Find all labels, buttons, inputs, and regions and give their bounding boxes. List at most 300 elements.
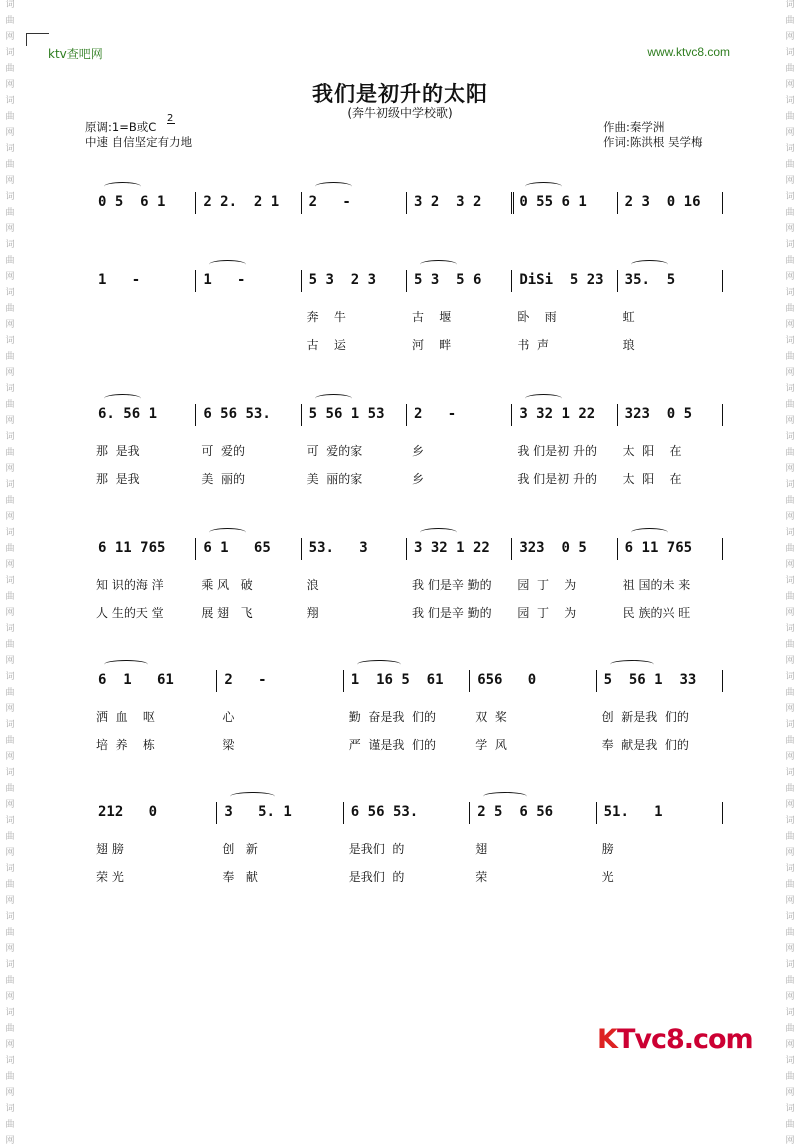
lyric-segment: 可 爱的家 <box>306 444 363 458</box>
watermark-char: 词 <box>785 912 795 922</box>
lyric-segment: 园 丁 为 <box>517 578 577 592</box>
watermark-char: 曲 <box>5 544 15 554</box>
watermark-char: 词 <box>785 240 795 250</box>
watermark-char: 曲 <box>5 640 15 650</box>
watermark-char: 词 <box>785 336 795 346</box>
measure-notes: 51. 1 <box>603 804 663 820</box>
watermark-char: 词 <box>5 864 15 874</box>
lyric-segment: 人 生的天 堂 <box>96 606 164 620</box>
watermark-char: 曲 <box>785 64 795 74</box>
lyricist: 作词:陈洪根 吴学梅 <box>603 135 703 149</box>
watermark-char: 网 <box>5 320 15 330</box>
watermark-char: 网 <box>785 320 795 330</box>
measure-notes: 6. 56 1 <box>98 406 158 422</box>
watermark-char: 词 <box>5 576 15 586</box>
watermark-char: 词 <box>785 528 795 538</box>
notation-staff <box>90 268 730 294</box>
watermark-char: 词 <box>785 1008 795 1018</box>
watermark-char: 网 <box>785 224 795 234</box>
watermark-char: 曲 <box>5 304 15 314</box>
lyric-segment: 浪 <box>306 578 319 592</box>
watermark-char: 曲 <box>785 304 795 314</box>
lyric-segment: 乡 <box>412 444 425 458</box>
watermark-char: 词 <box>5 1056 15 1066</box>
watermark-char: 网 <box>5 272 15 282</box>
watermark-char: 网 <box>785 848 795 858</box>
bar-line <box>511 192 514 214</box>
watermark-char: 词 <box>5 336 15 346</box>
watermark-char: 网 <box>785 512 795 522</box>
lyric-segment: 那 是我 <box>96 444 140 458</box>
watermark-char: 网 <box>5 800 15 810</box>
key-signature: 原调:1=B或C <box>85 120 157 134</box>
watermark-char: 网 <box>5 1040 15 1050</box>
notation-staff <box>90 402 730 428</box>
measure-notes: 6 1 61 <box>98 672 174 688</box>
watermark-char: 曲 <box>785 640 795 650</box>
watermark-char: 词 <box>5 912 15 922</box>
watermark-char: 曲 <box>785 544 795 554</box>
notation-staff <box>90 190 730 216</box>
lyric-segment: 我 们是辛 勤的 <box>412 578 492 592</box>
watermark-char: 网 <box>5 176 15 186</box>
lyric-segment: 洒 血 呕 <box>96 710 155 724</box>
bar-line <box>406 192 407 214</box>
watermark-char: 曲 <box>785 1024 795 1034</box>
watermark-char: 词 <box>785 816 795 826</box>
measure-notes: 6 56 53. <box>350 804 419 820</box>
watermark-char: 曲 <box>5 112 15 122</box>
watermark-char: 网 <box>5 32 15 42</box>
slur-mark <box>315 182 352 191</box>
watermark-char: 网 <box>5 848 15 858</box>
watermark-char: 词 <box>5 528 15 538</box>
watermark-char: 曲 <box>785 736 795 746</box>
slur-mark <box>104 182 141 191</box>
score-system <box>90 268 730 356</box>
watermark-char: 曲 <box>5 928 15 938</box>
tempo-marking: 中速 自信坚定有力地 <box>85 135 193 149</box>
bar-line <box>469 670 470 692</box>
watermark-char: 词 <box>5 480 15 490</box>
watermark-char: 网 <box>785 704 795 714</box>
lyric-segment: 膀 <box>601 842 614 856</box>
bar-line <box>216 802 217 824</box>
slur-mark <box>525 182 562 191</box>
watermark-char: 曲 <box>5 736 15 746</box>
side-watermark-left <box>3 0 17 1146</box>
watermark-char: 网 <box>5 512 15 522</box>
watermark-char: 网 <box>5 704 15 714</box>
bar-line <box>511 538 512 560</box>
watermark-char: 网 <box>5 560 15 570</box>
watermark-char: 词 <box>5 288 15 298</box>
site-url-right[interactable]: www.ktvc8.com <box>647 45 730 59</box>
watermark-char: 网 <box>785 80 795 90</box>
time-signature: 2 <box>167 113 174 124</box>
watermark-char: 曲 <box>5 976 15 986</box>
watermark-char: 网 <box>785 1088 795 1098</box>
slur-mark <box>420 528 457 537</box>
score-system <box>90 402 730 490</box>
watermark-char: 曲 <box>785 976 795 986</box>
lyric-segment: 荣 光 <box>96 870 124 884</box>
lyric-segment: 美 丽的 <box>201 472 245 486</box>
watermark-char: 网 <box>785 272 795 282</box>
lyric-segment: 知 识的海 洋 <box>96 578 164 592</box>
watermark-char: 网 <box>5 896 15 906</box>
watermark-char: 曲 <box>785 256 795 266</box>
watermark-char: 曲 <box>785 1120 795 1130</box>
bar-line <box>195 192 196 214</box>
watermark-char: 网 <box>785 896 795 906</box>
bar-line <box>596 670 597 692</box>
watermark-char: 词 <box>785 768 795 778</box>
watermark-char: 词 <box>785 48 795 58</box>
measure-notes: 5 56 1 53 <box>308 406 385 422</box>
lyric-segment: 祖 国的未 来 <box>622 578 691 592</box>
watermark-char: 曲 <box>785 448 795 458</box>
key-info <box>85 113 193 150</box>
measure-notes: 53. 3 <box>308 540 368 556</box>
lyric-line <box>90 708 730 728</box>
measure-notes: 2 - <box>308 194 351 210</box>
watermark-char: 曲 <box>5 448 15 458</box>
watermark-char: 曲 <box>5 256 15 266</box>
watermark-char: 网 <box>785 560 795 570</box>
measure-notes: 3 32 1 22 <box>414 540 490 556</box>
watermark-char: 词 <box>5 816 15 826</box>
watermark-char: 网 <box>785 992 795 1002</box>
lyric-segment: 那 是我 <box>96 472 140 486</box>
watermark-char: 网 <box>5 224 15 234</box>
measure-notes: 2 2. 2 1 <box>203 194 280 210</box>
measure-notes: 5 56 1 33 <box>603 672 697 688</box>
score-system <box>90 190 730 216</box>
notation-staff <box>90 536 730 562</box>
watermark-char: 网 <box>785 128 795 138</box>
notation-staff <box>90 800 730 826</box>
watermark-char: 词 <box>5 48 15 58</box>
bar-line <box>301 192 302 214</box>
measure-notes: 1 - <box>203 272 246 288</box>
lyric-line <box>90 840 730 860</box>
watermark-char: 曲 <box>5 160 15 170</box>
watermark-char: 词 <box>785 0 795 10</box>
watermark-char: 曲 <box>785 112 795 122</box>
measure-notes: DiSi 5 23 <box>519 272 604 288</box>
slur-mark <box>631 528 668 537</box>
bar-line <box>722 404 723 426</box>
watermark-char: 词 <box>5 240 15 250</box>
measure-notes: 2 3 0 16 <box>624 194 701 210</box>
watermark-char: 网 <box>785 1040 795 1050</box>
lyric-line <box>90 470 730 490</box>
lyric-line <box>90 442 730 462</box>
watermark-char: 网 <box>5 128 15 138</box>
watermark-char: 网 <box>5 608 15 618</box>
watermark-char: 词 <box>5 1008 15 1018</box>
watermark-char: 网 <box>5 1088 15 1098</box>
measure-notes: 3 2 3 2 <box>414 194 482 210</box>
slur-mark <box>483 792 527 801</box>
lyric-segment: 翅 <box>475 842 488 856</box>
lyric-segment: 创 新 <box>222 842 258 856</box>
slur-mark <box>420 260 457 269</box>
lyric-segment: 梁 <box>222 738 235 752</box>
watermark-char: 网 <box>785 176 795 186</box>
lyric-segment: 培 养 栋 <box>96 738 155 752</box>
measure-notes: 323 0 5 <box>624 406 693 422</box>
watermark-char: 词 <box>785 624 795 634</box>
bar-line <box>406 538 407 560</box>
bar-line <box>722 270 723 292</box>
watermark-char: 网 <box>5 752 15 762</box>
watermark-char: 曲 <box>5 1120 15 1130</box>
lyric-segment: 创 新是我 们的 <box>601 710 689 724</box>
time-signature-line <box>167 123 175 124</box>
lyric-segment: 我 们是初 升的 <box>517 472 597 486</box>
watermark-char: 网 <box>785 416 795 426</box>
lyric-segment: 我 们是初 升的 <box>517 444 597 458</box>
watermark-char: 网 <box>5 80 15 90</box>
lyric-segment: 展 翅 飞 <box>201 606 253 620</box>
watermark-char: 词 <box>785 144 795 154</box>
bar-line <box>617 270 618 292</box>
lyric-segment: 是我们 的 <box>348 870 405 884</box>
bar-line <box>195 404 196 426</box>
watermark-char: 曲 <box>5 688 15 698</box>
watermark-char: 曲 <box>5 784 15 794</box>
measure-notes: 35. 5 <box>624 272 676 288</box>
bar-line <box>722 670 723 692</box>
measure-notes: 656 0 <box>477 672 537 688</box>
bar-line <box>301 270 302 292</box>
measure-notes: 0 55 6 1 <box>519 194 587 210</box>
lyric-segment: 心 <box>222 710 235 724</box>
watermark-char: 曲 <box>5 592 15 602</box>
watermark-char: 词 <box>5 1104 15 1114</box>
watermark-char: 词 <box>785 672 795 682</box>
watermark-char: 曲 <box>785 352 795 362</box>
measure-notes: 6 11 765 <box>624 540 693 556</box>
measure-notes: 2 5 6 56 <box>477 804 554 820</box>
measure-notes: 5 3 5 6 <box>414 272 482 288</box>
score-system <box>90 536 730 624</box>
bar-line <box>406 404 407 426</box>
watermark-char: 网 <box>5 368 15 378</box>
watermark-char: 网 <box>785 752 795 762</box>
lyric-segment: 是我们 的 <box>348 842 405 856</box>
lyric-segment: 琅 <box>622 338 635 352</box>
ktvc8-logo: KTvc8.com <box>597 1024 753 1055</box>
lyric-segment: 奉 献是我 们的 <box>601 738 689 752</box>
watermark-char: 词 <box>785 288 795 298</box>
watermark-char: 网 <box>5 416 15 426</box>
watermark-char: 词 <box>785 960 795 970</box>
measure-notes: 6 1 65 <box>203 540 271 556</box>
bar-line <box>511 270 512 292</box>
watermark-char: 网 <box>785 32 795 42</box>
measure-notes: 0 5 6 1 <box>98 194 166 210</box>
lyric-segment: 太 阳 在 <box>622 472 682 486</box>
measure-notes: 3 5. 1 <box>224 804 292 820</box>
watermark-char: 网 <box>785 944 795 954</box>
measure-notes: 6 56 53. <box>203 406 271 422</box>
lyric-segment: 光 <box>601 870 614 884</box>
lyric-segment: 翔 <box>306 606 319 620</box>
notation-staff <box>90 668 730 694</box>
lyric-segment: 河 畔 <box>412 338 452 352</box>
lyric-segment: 可 爱的 <box>201 444 245 458</box>
measure-notes: 3 32 1 22 <box>519 406 596 422</box>
slur-mark <box>315 394 352 403</box>
watermark-char: 网 <box>785 464 795 474</box>
slur-mark <box>610 660 654 669</box>
watermark-char: 曲 <box>785 592 795 602</box>
bar-line <box>195 270 196 292</box>
bar-line <box>617 538 618 560</box>
bar-line <box>617 192 618 214</box>
watermark-char: 网 <box>5 464 15 474</box>
lyric-segment: 勤 奋是我 们的 <box>348 710 437 724</box>
watermark-char: 曲 <box>5 208 15 218</box>
watermark-char: 词 <box>5 192 15 202</box>
watermark-char: 词 <box>785 576 795 586</box>
watermark-char: 词 <box>785 192 795 202</box>
watermark-char: 词 <box>5 432 15 442</box>
watermark-char: 词 <box>785 1104 795 1114</box>
watermark-char: 曲 <box>5 496 15 506</box>
lyric-segment: 乘 风 破 <box>201 578 253 592</box>
slur-mark <box>631 260 668 269</box>
lyric-segment: 虹 <box>622 310 635 324</box>
watermark-char: 词 <box>5 672 15 682</box>
lyric-line <box>90 868 730 888</box>
watermark-char: 曲 <box>785 208 795 218</box>
bar-line <box>511 404 512 426</box>
score-system <box>90 800 730 888</box>
watermark-char: 词 <box>5 96 15 106</box>
watermark-char: 词 <box>785 432 795 442</box>
watermark-char: 曲 <box>785 928 795 938</box>
slur-mark <box>525 394 562 403</box>
watermark-char: 词 <box>5 768 15 778</box>
watermark-char: 网 <box>5 656 15 666</box>
watermark-char: 曲 <box>5 880 15 890</box>
credits <box>603 120 703 150</box>
watermark-char: 词 <box>5 144 15 154</box>
watermark-char: 曲 <box>785 880 795 890</box>
measure-notes: 323 0 5 <box>519 540 587 556</box>
bar-line <box>596 802 597 824</box>
watermark-char: 曲 <box>5 64 15 74</box>
bar-line <box>343 670 344 692</box>
bar-line <box>722 802 723 824</box>
watermark-char: 曲 <box>785 832 795 842</box>
lyric-segment: 卧 雨 <box>517 310 557 324</box>
slur-mark <box>104 660 148 669</box>
lyric-segment: 双 桨 <box>475 710 507 724</box>
lyric-segment: 古 运 <box>306 338 346 352</box>
lyric-segment: 园 丁 为 <box>517 606 577 620</box>
watermark-char: 词 <box>5 0 15 10</box>
slur-mark <box>209 260 246 269</box>
bar-line <box>301 404 302 426</box>
bar-line <box>216 670 217 692</box>
lyric-segment: 奉 献 <box>222 870 258 884</box>
watermark-char: 网 <box>785 1136 795 1146</box>
song-title: 我们是初升的太阳 <box>312 82 488 106</box>
bar-line <box>195 538 196 560</box>
bar-line <box>722 192 723 214</box>
measure-notes: 212 0 <box>98 804 158 820</box>
slur-mark <box>357 660 401 669</box>
measure-notes: 1 - <box>98 272 141 288</box>
bar-line <box>722 538 723 560</box>
watermark-char: 网 <box>5 992 15 1002</box>
lyric-segment: 书 声 <box>517 338 549 352</box>
watermark-char: 曲 <box>5 832 15 842</box>
lyric-line <box>90 604 730 624</box>
measure-notes: 1 16 5 61 <box>350 672 444 688</box>
lyric-segment: 古 堰 <box>412 310 452 324</box>
site-name-left[interactable]: ktv查吧网 <box>48 47 103 61</box>
bar-line <box>406 270 407 292</box>
watermark-char: 网 <box>785 656 795 666</box>
watermark-char: 网 <box>785 368 795 378</box>
lyric-segment: 太 阳 在 <box>622 444 682 458</box>
watermark-char: 曲 <box>785 784 795 794</box>
side-watermark-right <box>783 0 797 1146</box>
watermark-char: 词 <box>785 96 795 106</box>
lyric-segment: 荣 <box>475 870 488 884</box>
corner-mark <box>26 33 49 46</box>
watermark-char: 词 <box>5 960 15 970</box>
slur-mark <box>209 528 246 537</box>
lyric-segment: 民 族的兴 旺 <box>622 606 691 620</box>
bar-line <box>301 538 302 560</box>
watermark-char: 词 <box>785 1056 795 1066</box>
watermark-char: 曲 <box>785 496 795 506</box>
watermark-char: 曲 <box>5 400 15 410</box>
watermark-char: 网 <box>785 608 795 618</box>
lyric-line <box>90 336 730 356</box>
slur-mark <box>230 792 274 801</box>
watermark-char: 词 <box>5 720 15 730</box>
measure-notes: 2 - <box>224 672 267 688</box>
composer: 作曲:秦学洲 <box>603 120 665 134</box>
lyric-line <box>90 308 730 328</box>
watermark-char: 词 <box>785 384 795 394</box>
lyric-segment: 翅 膀 <box>96 842 124 856</box>
lyric-segment: 学 风 <box>475 738 507 752</box>
watermark-char: 曲 <box>785 16 795 26</box>
lyric-segment: 奔 牛 <box>306 310 346 324</box>
song-subtitle: (奔牛初级中学校歌) <box>347 106 453 120</box>
watermark-char: 词 <box>785 720 795 730</box>
watermark-char: 词 <box>5 384 15 394</box>
lyric-segment: 乡 <box>412 472 425 486</box>
watermark-char: 网 <box>5 1136 15 1146</box>
watermark-char: 词 <box>5 624 15 634</box>
slur-mark <box>104 394 141 403</box>
watermark-char: 网 <box>5 944 15 954</box>
watermark-char: 曲 <box>5 16 15 26</box>
lyric-line <box>90 576 730 596</box>
lyric-line <box>90 736 730 756</box>
bar-line <box>617 404 618 426</box>
